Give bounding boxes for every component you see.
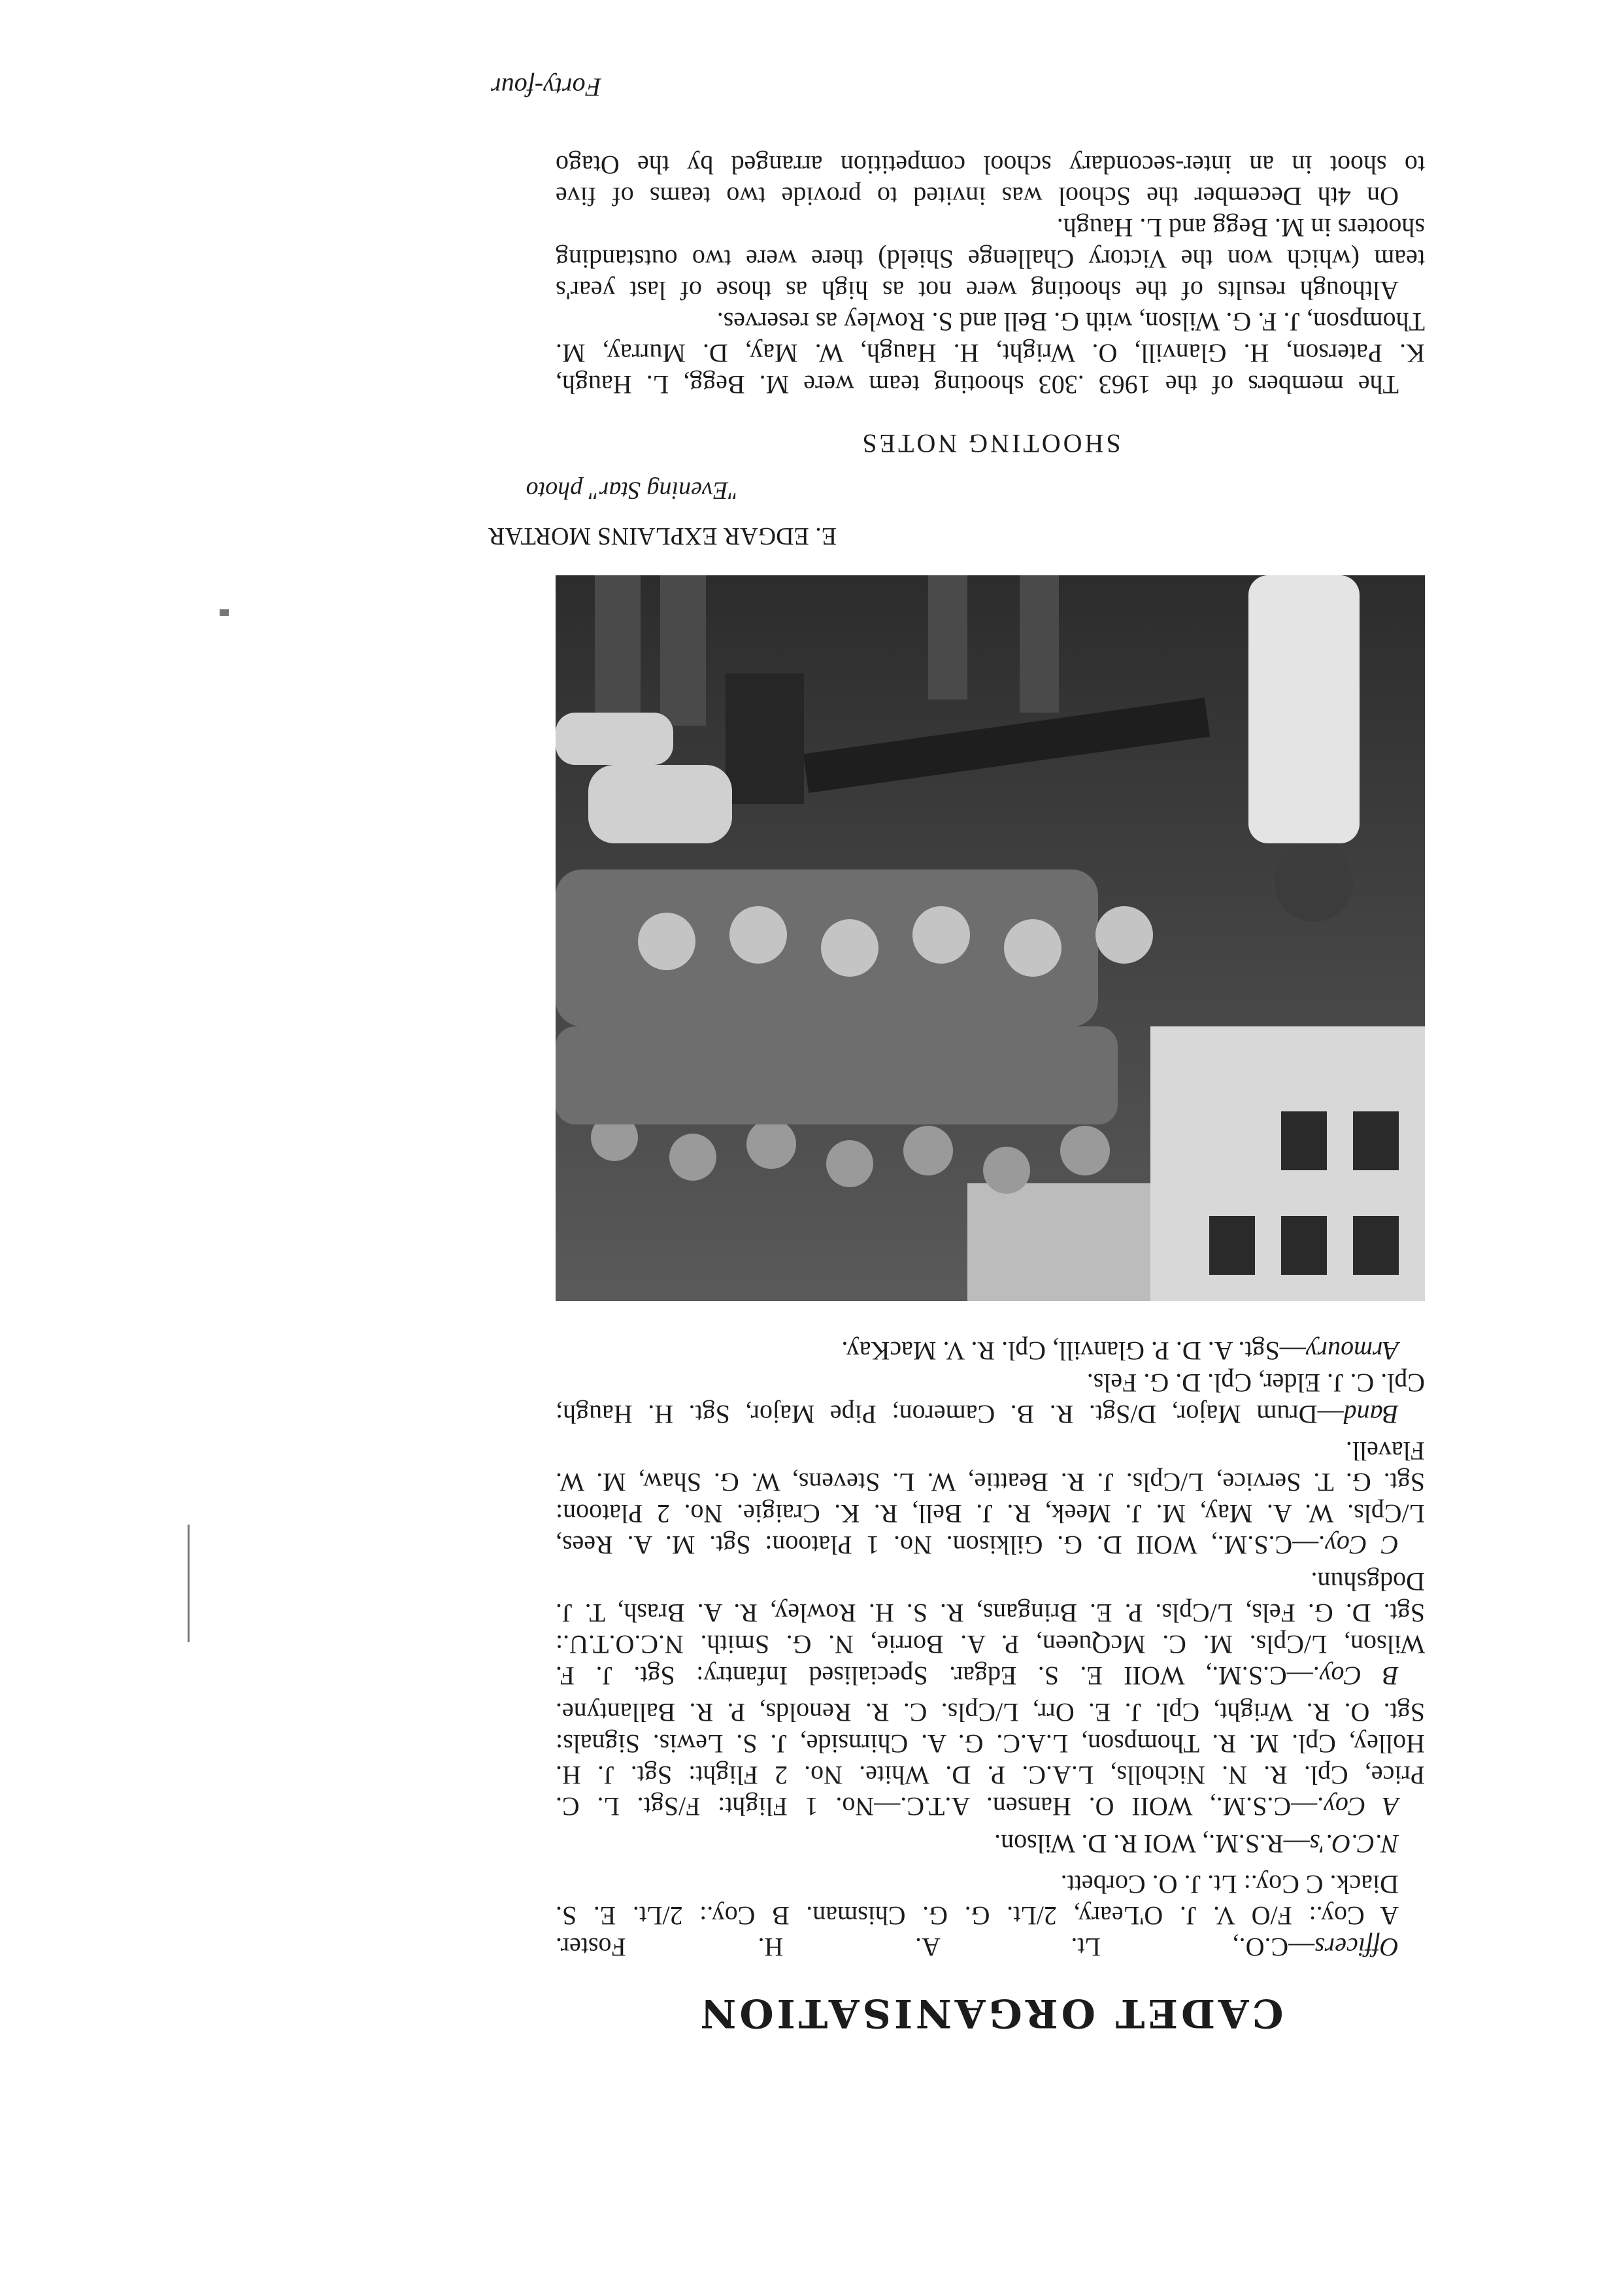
c-coy-line-1: C Coy.—C.S.M., WOII D. G. Gilkison. No. 1 Platoon: Sgt. M. A. Rees,: [556, 1530, 1399, 1560]
shooting-p1-line-1: The members of the 1963 .303 shooting team were M. Begg, L. Haugh,: [556, 370, 1399, 399]
section-heading: SHOOTING NOTES: [860, 429, 1121, 458]
a-coy-line-1: A Coy.—C.S.M., WOII O. Hansen. A.T.C.—No. 1 Flight: F/Sgt. L. C.: [556, 1792, 1399, 1821]
photo-credit: "Evening Star" photo: [526, 477, 739, 504]
band-label: Band: [1343, 1400, 1399, 1429]
scan-speck: [220, 609, 229, 616]
shooting-p3-line-2: to shoot in an inter-secondary school competition arranged by the Otago: [556, 150, 1425, 180]
shooting-p3-line-1: On 4th December the School was invited to provide two teams of five: [556, 182, 1399, 211]
b-coy-line-3: Sgt. D. G. Fels, L/Cpls. P. E. Bringans, R. S. H. Rowley, R. A. Brash, T. J.: [556, 1598, 1425, 1628]
officers-label: Officers: [1314, 1933, 1399, 1962]
officers-line-3: Diack. C Coy.: Lt. J. O. Corbett.: [1060, 1870, 1399, 1899]
mortar-photo: [556, 575, 1425, 1301]
mortar-photo-image: [556, 575, 1425, 1301]
band-line-1: Band—Drum Major, D/Sgt. R. B. Cameron; Pipe Major, Sgt. H. Haugh;: [556, 1400, 1399, 1429]
c-coy-line-4: Flavell.: [1345, 1436, 1425, 1466]
ncos-label: N.C.O.'s: [1309, 1829, 1399, 1859]
scan-mark: [188, 1525, 190, 1642]
officers-line-1: Officers—C.O., Lt. A. H. Foster.: [556, 1933, 1399, 1962]
officers-line-2: A Coy.: F/O V. J. O'Leary, 2/Lt. G. G. Chisman. B Coy.: 2/Lt. E. S.: [556, 1901, 1399, 1931]
band-line-2: Cpl. C. J. Elder, Cpl. D. G. Fels.: [1086, 1368, 1425, 1398]
shooting-p1-line-3: Thompson, J. F. G. Wilson, with G. Bell and S. Rowley as reserves.: [716, 307, 1425, 337]
officers-section: [556, 1868, 1425, 1963]
c-coy-label: C Coy: [1325, 1530, 1399, 1560]
shooting-p2-line-2: team (which won the Victory Challenge Shield) there were two outstanding: [556, 245, 1425, 274]
b-coy-label: B Coy: [1319, 1661, 1399, 1691]
a-coy-line-3: Holley, Cpl. M. R. Thompson, L.A.C. G. A. Chirnside, J. S. Lewis. Signals:: [556, 1729, 1425, 1759]
b-coy-line-4: Dodgshun.: [1311, 1567, 1425, 1596]
ncos-line: N.C.O.'s—R.S.M., WOI R. D. Wilson.: [994, 1829, 1399, 1859]
shooting-paragraph-1: [556, 306, 1425, 400]
shooting-p2-line-1: Although results of the shooting were not as high as those of last year's: [556, 276, 1399, 305]
b-coy-line-1: B Coy.—C.S.M., WOII E. S. Edgar. Specialised Infantry: Sgt. J. F.: [555, 1661, 1399, 1691]
c-coy-line-2: L/Cpls. W. A. May, M. J. Meek, R. J. Bell, R. K. Craigie. No. 2 Platoon:: [556, 1499, 1425, 1528]
c-coy-line-3: Sgt. G. T. Service, L/Cpls. J. R. Beattie, W. L. Stevens, W. G. Shaw, M. W.: [556, 1468, 1425, 1497]
b-coy-line-2: Wilson, L/Cpls. M. C. McQueen, P. A. Borrie, N. G. Smith. N.C.O.T.U.:: [556, 1630, 1425, 1659]
c-coy-section: [556, 1435, 1425, 1561]
armoury-section: [556, 1335, 1425, 1366]
shooting-p1-line-2: K. Paterson, H. Glanvill, O. Wright, H. Haugh, W. May, D. Murray, M.: [556, 339, 1425, 368]
page-number: Forty-four: [491, 73, 601, 102]
shooting-p2-line-3: shooters in M. Begg and L. Haugh.: [1056, 213, 1425, 243]
b-coy-section: [556, 1566, 1425, 1691]
shooting-paragraph-3: [556, 149, 1425, 212]
a-coy-label: A Coy: [1324, 1792, 1399, 1821]
shooting-paragraph-2: [556, 212, 1425, 306]
band-section: [556, 1367, 1425, 1430]
a-coy-line-2: Price, Cpl. R. N. Nicholls, L.A.C. P. D. White. No. 2 Flight: Sgt. J. H.: [556, 1761, 1425, 1790]
page-title: CADET ORGANISATION: [697, 1990, 1284, 2036]
a-coy-section: [556, 1697, 1425, 1822]
photo-caption: E. EDGAR EXPLAINS MORTAR: [488, 522, 837, 550]
a-coy-line-4: Sgt. O. R. Wright, Cpl. J. E. Orr, L/Cpls. C. R. Renolds, P. R. Ballantyne.: [556, 1698, 1425, 1727]
armoury-label: Armoury: [1305, 1336, 1399, 1366]
armoury-line: Armoury—Sgt. A. D. P. Glanvill, Cpl. R. V. MacKay.: [841, 1336, 1399, 1366]
ncos-section: [556, 1828, 1425, 1859]
